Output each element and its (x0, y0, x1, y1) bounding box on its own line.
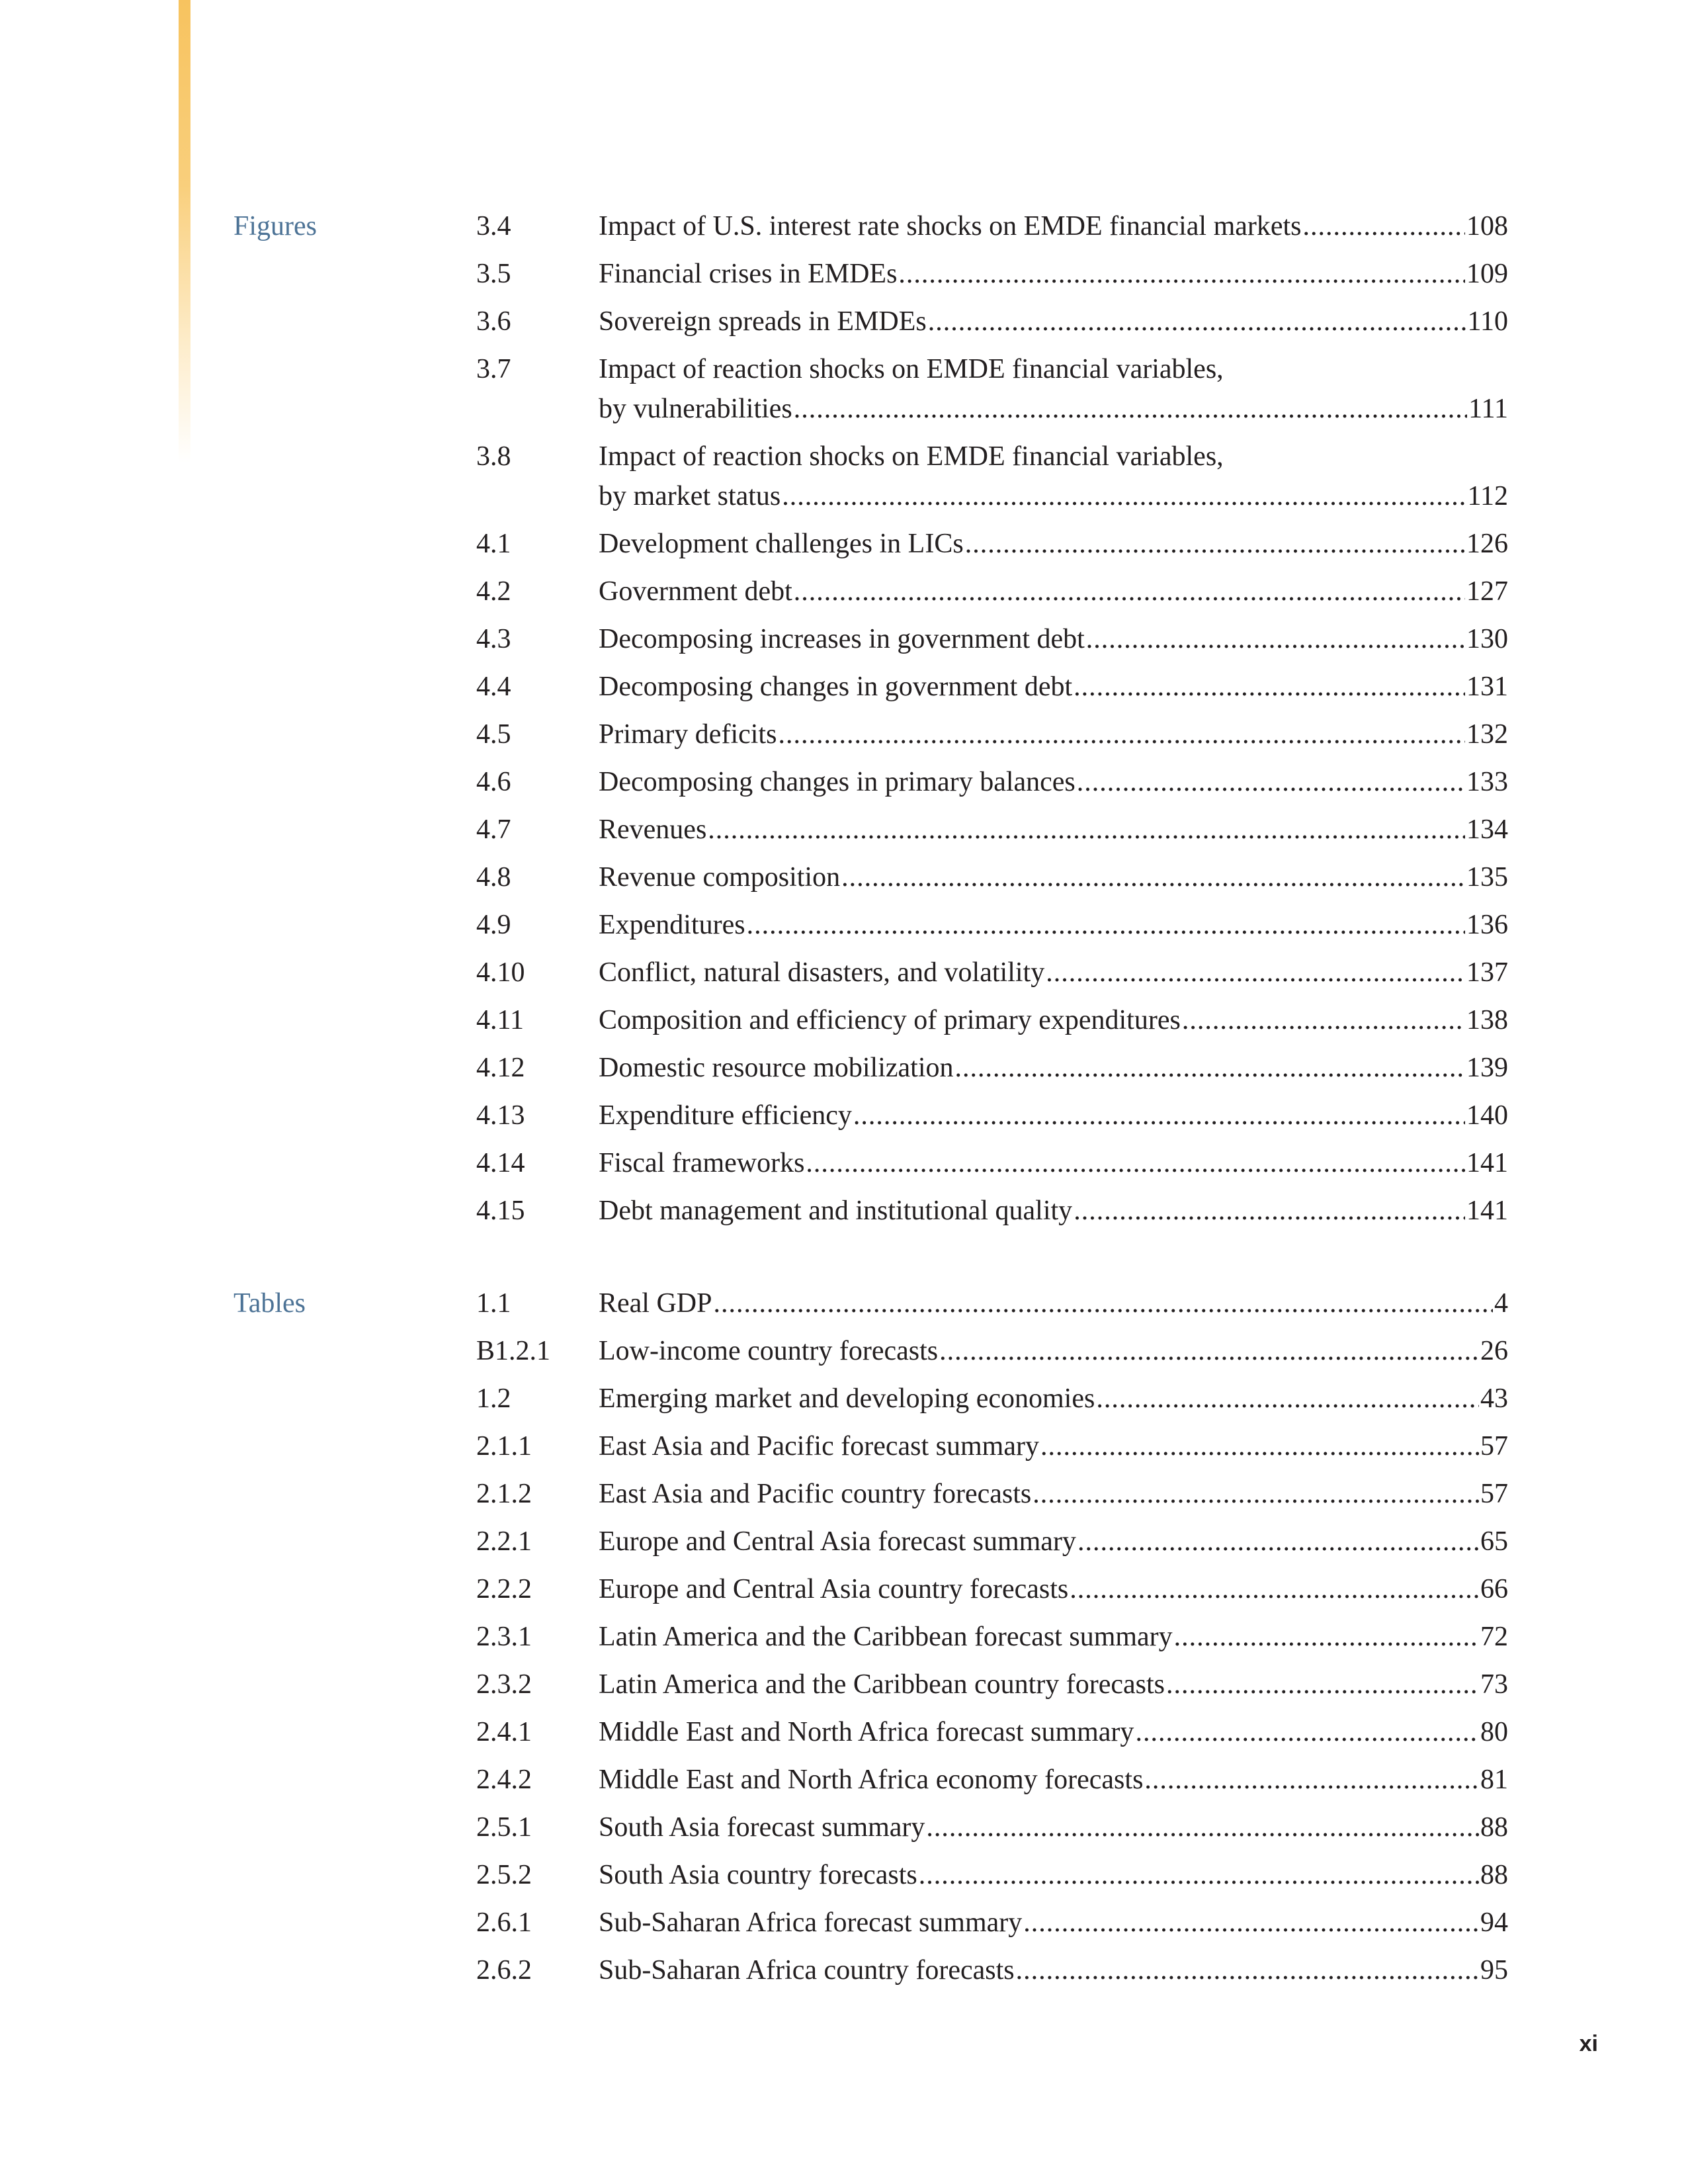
dot-leader (919, 1851, 1479, 1899)
entry-line (599, 1899, 1508, 1946)
entry-title: Financial crises in EMDEs (599, 259, 898, 289)
dot-leader (1096, 1375, 1479, 1422)
entry-line (599, 1565, 1508, 1613)
dot-leader (1040, 1422, 1479, 1470)
entry-page-number: 137 (1466, 957, 1508, 988)
entry-number: 2.4.1 (476, 1717, 532, 1747)
entry-title: Revenue composition (599, 862, 841, 893)
entry-line (599, 949, 1508, 996)
entry-line (599, 250, 1508, 298)
entry-number: 4.2 (476, 576, 511, 607)
dot-leader (1016, 1946, 1479, 1994)
entry-page-number: 73 (1480, 1669, 1508, 1700)
entry-number: B1.2.1 (476, 1336, 551, 1366)
entry-number: 4.9 (476, 910, 511, 940)
entry-line (599, 758, 1508, 806)
entry-number: 4.12 (476, 1053, 525, 1083)
entry-page-number: 138 (1466, 1005, 1508, 1035)
entry-line (599, 901, 1508, 949)
entry-line (599, 711, 1508, 758)
entry-page-number: 72 (1480, 1622, 1508, 1652)
entry-number: 4.5 (476, 719, 511, 750)
entry-page-number: 141 (1466, 1148, 1508, 1178)
entry-number: 3.4 (476, 211, 511, 241)
entry-title: Composition and efficiency of primary expenditures (599, 1005, 1181, 1035)
entry-page-number: 134 (1466, 814, 1508, 845)
entry-title: Conflict, natural disasters, and volatility (599, 957, 1045, 988)
entry-line (599, 1327, 1508, 1375)
entry-line (599, 1804, 1508, 1851)
entry-line (599, 298, 1508, 345)
entry-page-number: 94 (1480, 1907, 1508, 1938)
entry-title: Impact of U.S. interest rate shocks on EMDE financial markets (599, 211, 1302, 241)
entry-title: Revenues (599, 814, 707, 845)
entry-page-number: 133 (1466, 767, 1508, 797)
entry-page-number: 57 (1480, 1479, 1508, 1509)
entry-page-number: 110 (1467, 306, 1508, 337)
dot-leader (1303, 202, 1465, 250)
entry-title: Primary deficits (599, 719, 777, 750)
entry-page-number: 81 (1480, 1765, 1508, 1795)
entry-line (599, 1187, 1508, 1235)
entry-number: 4.3 (476, 624, 511, 654)
entry-number: 3.7 (476, 354, 511, 384)
entry-title: Middle East and North Africa forecast summary (599, 1717, 1134, 1747)
entry-page-number: 88 (1480, 1812, 1508, 1843)
entry-page-number: 141 (1466, 1196, 1508, 1226)
entry-number: 2.6.1 (476, 1907, 532, 1938)
entry-line (599, 1708, 1508, 1756)
entry-line (599, 1280, 1508, 1327)
entry-number: 2.5.1 (476, 1812, 532, 1843)
entry-title: Sub-Saharan Africa forecast summary (599, 1907, 1023, 1938)
entry-number: 3.5 (476, 259, 511, 289)
dot-leader (1182, 996, 1465, 1044)
entry-number: 1.2 (476, 1383, 511, 1414)
entry-page-number: 65 (1480, 1526, 1508, 1557)
entry-title: Decomposing changes in primary balances (599, 767, 1076, 797)
entry-title: Expenditures (599, 910, 745, 940)
page-number: xi (1579, 2031, 1598, 2056)
entry-title: Low-income country forecasts (599, 1336, 939, 1366)
entry-number: 4.13 (476, 1100, 525, 1131)
entry-line (599, 853, 1508, 901)
entry-line (599, 663, 1508, 711)
entry-title: Europe and Central Asia country forecasts (599, 1574, 1069, 1604)
entry-page-number: 95 (1480, 1955, 1508, 1986)
dot-leader (1074, 1187, 1465, 1235)
dot-leader (1077, 1518, 1479, 1565)
dot-leader (1144, 1756, 1479, 1804)
entry-title: Expenditure efficiency (599, 1100, 852, 1131)
entry-number: 4.15 (476, 1196, 525, 1226)
dot-leader (794, 385, 1467, 433)
dot-leader (708, 806, 1465, 853)
entry-number: 4.7 (476, 814, 511, 845)
entry-number: 4.6 (476, 767, 511, 797)
entry-number: 4.4 (476, 672, 511, 702)
entry-page-number: 88 (1480, 1860, 1508, 1890)
entry-page-number: 111 (1468, 394, 1508, 424)
entry-title: Sovereign spreads in EMDEs (599, 306, 927, 337)
dot-leader (853, 1092, 1465, 1139)
figures-heading: Figures (233, 211, 317, 241)
entry-line (599, 1613, 1508, 1661)
dot-leader (841, 853, 1465, 901)
dot-leader (939, 1327, 1479, 1375)
entry-page-number: 140 (1466, 1100, 1508, 1131)
entry-page-number: 132 (1466, 719, 1508, 750)
entry-title: South Asia forecast summary (599, 1812, 925, 1843)
entry-number: 2.4.2 (476, 1765, 532, 1795)
entry-title: East Asia and Pacific country forecasts (599, 1479, 1032, 1509)
dot-leader (782, 472, 1466, 520)
entry-line (599, 385, 1508, 433)
entry-line (599, 1946, 1508, 1994)
entry-page-number: 57 (1480, 1431, 1508, 1462)
dot-leader (1174, 1613, 1479, 1661)
tables-heading: Tables (233, 1288, 306, 1319)
entry-number: 3.8 (476, 441, 511, 472)
entry-line (599, 1756, 1508, 1804)
entry-number: 4.14 (476, 1148, 525, 1178)
entry-page-number: 135 (1466, 862, 1508, 893)
dot-leader (1077, 758, 1465, 806)
entry-title: Sub-Saharan Africa country forecasts (599, 1955, 1015, 1986)
entry-title: Latin America and the Caribbean forecast summary (599, 1622, 1173, 1652)
entry-number: 2.3.2 (476, 1669, 532, 1700)
entry-page-number: 127 (1466, 576, 1508, 607)
entry-number: 4.8 (476, 862, 511, 893)
entry-line (599, 996, 1508, 1044)
entry-line (599, 568, 1508, 615)
entry-number: 4.10 (476, 957, 525, 988)
entry-line (599, 1092, 1508, 1139)
dot-leader (1086, 615, 1465, 663)
entry-title: Domestic resource mobilization (599, 1053, 954, 1083)
entry-title: Middle East and North Africa economy forecasts (599, 1765, 1144, 1795)
entry-number: 2.2.2 (476, 1574, 532, 1604)
entry-title: Fiscal frameworks (599, 1148, 805, 1178)
entry-page-number: 43 (1480, 1383, 1508, 1414)
entry-title: Debt management and institutional quality (599, 1196, 1073, 1226)
entry-line (599, 1422, 1508, 1470)
entry-title: Development challenges in LICs (599, 529, 964, 559)
entry-page-number: 4 (1494, 1288, 1508, 1319)
entry-title: Decomposing increases in government debt (599, 624, 1085, 654)
dot-leader (926, 1804, 1479, 1851)
entry-title: South Asia country forecasts (599, 1860, 917, 1890)
entry-page-number: 131 (1466, 672, 1508, 702)
entry-line (599, 1851, 1508, 1899)
entry-page-number: 26 (1480, 1336, 1508, 1366)
entry-title: Emerging market and developing economies (599, 1383, 1095, 1414)
entry-number: 4.1 (476, 529, 511, 559)
entry-number: 2.1.2 (476, 1479, 532, 1509)
entry-number: 4.11 (476, 1005, 524, 1035)
entry-page-number: 130 (1466, 624, 1508, 654)
entry-number: 2.5.2 (476, 1860, 532, 1890)
dot-leader (1135, 1708, 1479, 1756)
dot-leader (714, 1280, 1494, 1327)
entry-line (599, 615, 1508, 663)
dot-leader (1023, 1899, 1479, 1946)
dot-leader (955, 1044, 1465, 1092)
entry-page-number: 66 (1480, 1574, 1508, 1604)
entry-line (599, 1139, 1508, 1187)
entry-page-number: 108 (1466, 211, 1508, 241)
entry-line (599, 1044, 1508, 1092)
dot-leader (747, 901, 1465, 949)
entry-page-number: 136 (1466, 910, 1508, 940)
entry-title: Europe and Central Asia forecast summary (599, 1526, 1076, 1557)
entry-line (599, 1518, 1508, 1565)
entry-line (599, 472, 1508, 520)
dot-leader (1070, 1565, 1479, 1613)
entry-line (599, 1661, 1508, 1708)
entry-page-number: 139 (1466, 1053, 1508, 1083)
dot-leader (1046, 949, 1465, 996)
dot-leader (806, 1139, 1465, 1187)
entry-title-first-line: Impact of reaction shocks on EMDE financial variables, (599, 354, 1224, 384)
entry-number: 2.1.1 (476, 1431, 532, 1462)
entry-title: by vulnerabilities (599, 394, 792, 424)
entry-number: 2.2.1 (476, 1526, 532, 1557)
entry-title: East Asia and Pacific forecast summary (599, 1431, 1039, 1462)
entry-title-first-line: Impact of reaction shocks on EMDE financial variables, (599, 441, 1224, 472)
dot-leader (1166, 1661, 1479, 1708)
entry-title: by market status (599, 481, 781, 511)
entry-line (599, 520, 1508, 568)
entry-number: 3.6 (476, 306, 511, 337)
entry-title: Real GDP (599, 1288, 712, 1319)
dot-leader (928, 298, 1466, 345)
entry-number: 2.6.2 (476, 1955, 532, 1986)
entry-title: Government debt (599, 576, 792, 607)
dot-leader (794, 568, 1465, 615)
entry-line (599, 202, 1508, 250)
dot-leader (1074, 663, 1465, 711)
dot-leader (898, 250, 1465, 298)
entry-line (599, 806, 1508, 853)
dot-leader (778, 711, 1465, 758)
entry-page-number: 126 (1466, 529, 1508, 559)
entry-line (599, 1375, 1508, 1422)
dot-leader (1033, 1470, 1479, 1518)
entry-title: Latin America and the Caribbean country forecasts (599, 1669, 1165, 1700)
entry-page-number: 109 (1466, 259, 1508, 289)
entry-number: 2.3.1 (476, 1622, 532, 1652)
entry-line (599, 1470, 1508, 1518)
entry-number: 1.1 (476, 1288, 511, 1319)
dot-leader (965, 520, 1465, 568)
entry-page-number: 112 (1467, 481, 1508, 511)
entry-page-number: 80 (1480, 1717, 1508, 1747)
decorative-accent-bar (179, 0, 190, 463)
entry-title: Decomposing changes in government debt (599, 672, 1073, 702)
